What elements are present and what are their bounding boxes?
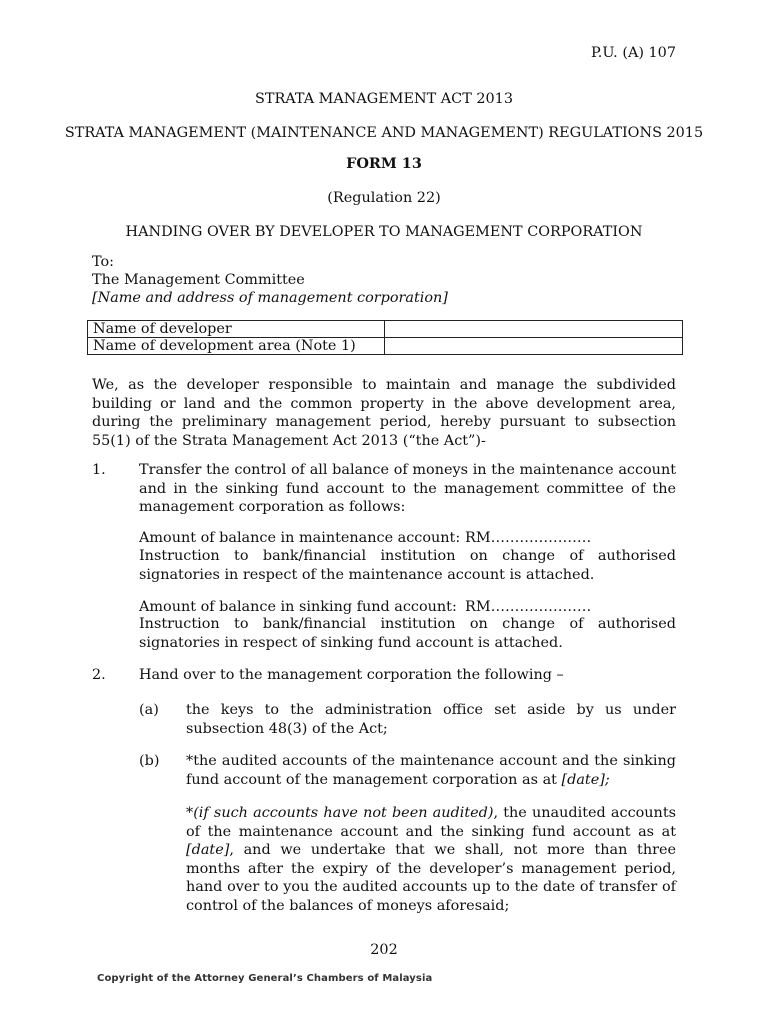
developer-name-field[interactable] <box>385 321 683 338</box>
item-2b-text: *the audited accounts of the maintenance account and the sinking fund account of the management corporation as at [date]; <box>186 753 676 788</box>
item-2b-alternative-text: *(if such accounts have not been audited), the unaudited accounts of the maintenance account and the sinking fund account as at [date], and we undertake that we shall, not more than three months after the expiry of the developer’s management period, hand over to you the audited accounts up to the date of transfer of control of the balances of moneys aforesaid; <box>186 805 676 914</box>
item-1-text: Transfer the control of all balance of moneys in the maintenance account and in the sinking fund account to the management committee of the management corporation as follows: <box>139 462 676 516</box>
item-2a-label: (a) <box>139 702 159 718</box>
developer-info-table <box>87 320 683 355</box>
regulations-title: STRATA MANAGEMENT (MAINTENANCE AND MANAGEMENT) REGULATIONS 2015 <box>64 125 704 141</box>
header-reference: P.U. (A) 107 <box>591 45 676 61</box>
form-number: FORM 13 <box>346 155 422 172</box>
item-1-number: 1. <box>92 462 106 478</box>
act-title: STRATA MANAGEMENT ACT 2013 <box>255 91 513 107</box>
addressee: The Management Committee <box>92 272 305 288</box>
maintenance-balance-value: RM………………… <box>465 530 592 546</box>
item-2-number: 2. <box>92 667 106 683</box>
intro-paragraph: We, as the developer responsible to maintain and manage the subdivided building or land and the common property in the above development area, during the preliminary management period, hereby pursuant to subsection 55(1) of the Strata Management Act 2013 (“the Act”)- <box>92 377 676 449</box>
item-2-text: Hand over to the management corporation the following – <box>139 667 564 683</box>
table-row <box>88 338 683 355</box>
maintenance-instruction: Instruction to bank/financial institution on change of authorised signatories in respect of the maintenance account is attached. <box>139 548 676 583</box>
maintenance-balance-label: Amount of balance in maintenance account: <box>139 530 461 546</box>
item-2b-label: (b) <box>139 753 160 769</box>
to-label: To: <box>92 254 114 270</box>
table-row <box>88 321 683 338</box>
development-area-field[interactable] <box>385 338 683 355</box>
copyright-footer: Copyright of the Attorney General’s Chambers of Malaysia <box>97 973 433 984</box>
form-title: HANDING OVER BY DEVELOPER TO MANAGEMENT CORPORATION <box>125 224 643 240</box>
sinking-balance-label: Amount of balance in sinking fund account: <box>139 599 457 615</box>
addressee-note: [Name and address of management corporation] <box>92 290 448 306</box>
development-area-label: Name of development area (Note 1) <box>88 338 385 355</box>
item-2a-text: the keys to the administration office set aside by us under subsection 48(3) of the Act; <box>186 702 676 737</box>
developer-name-label: Name of developer <box>88 321 385 338</box>
regulation-reference: (Regulation 22) <box>327 190 441 206</box>
page-number: 202 <box>370 942 398 958</box>
sinking-instruction: Instruction to bank/financial institution on change of authorised signatories in respect of sinking fund account is attached. <box>139 616 676 651</box>
sinking-balance-value: RM………………… <box>465 599 592 615</box>
